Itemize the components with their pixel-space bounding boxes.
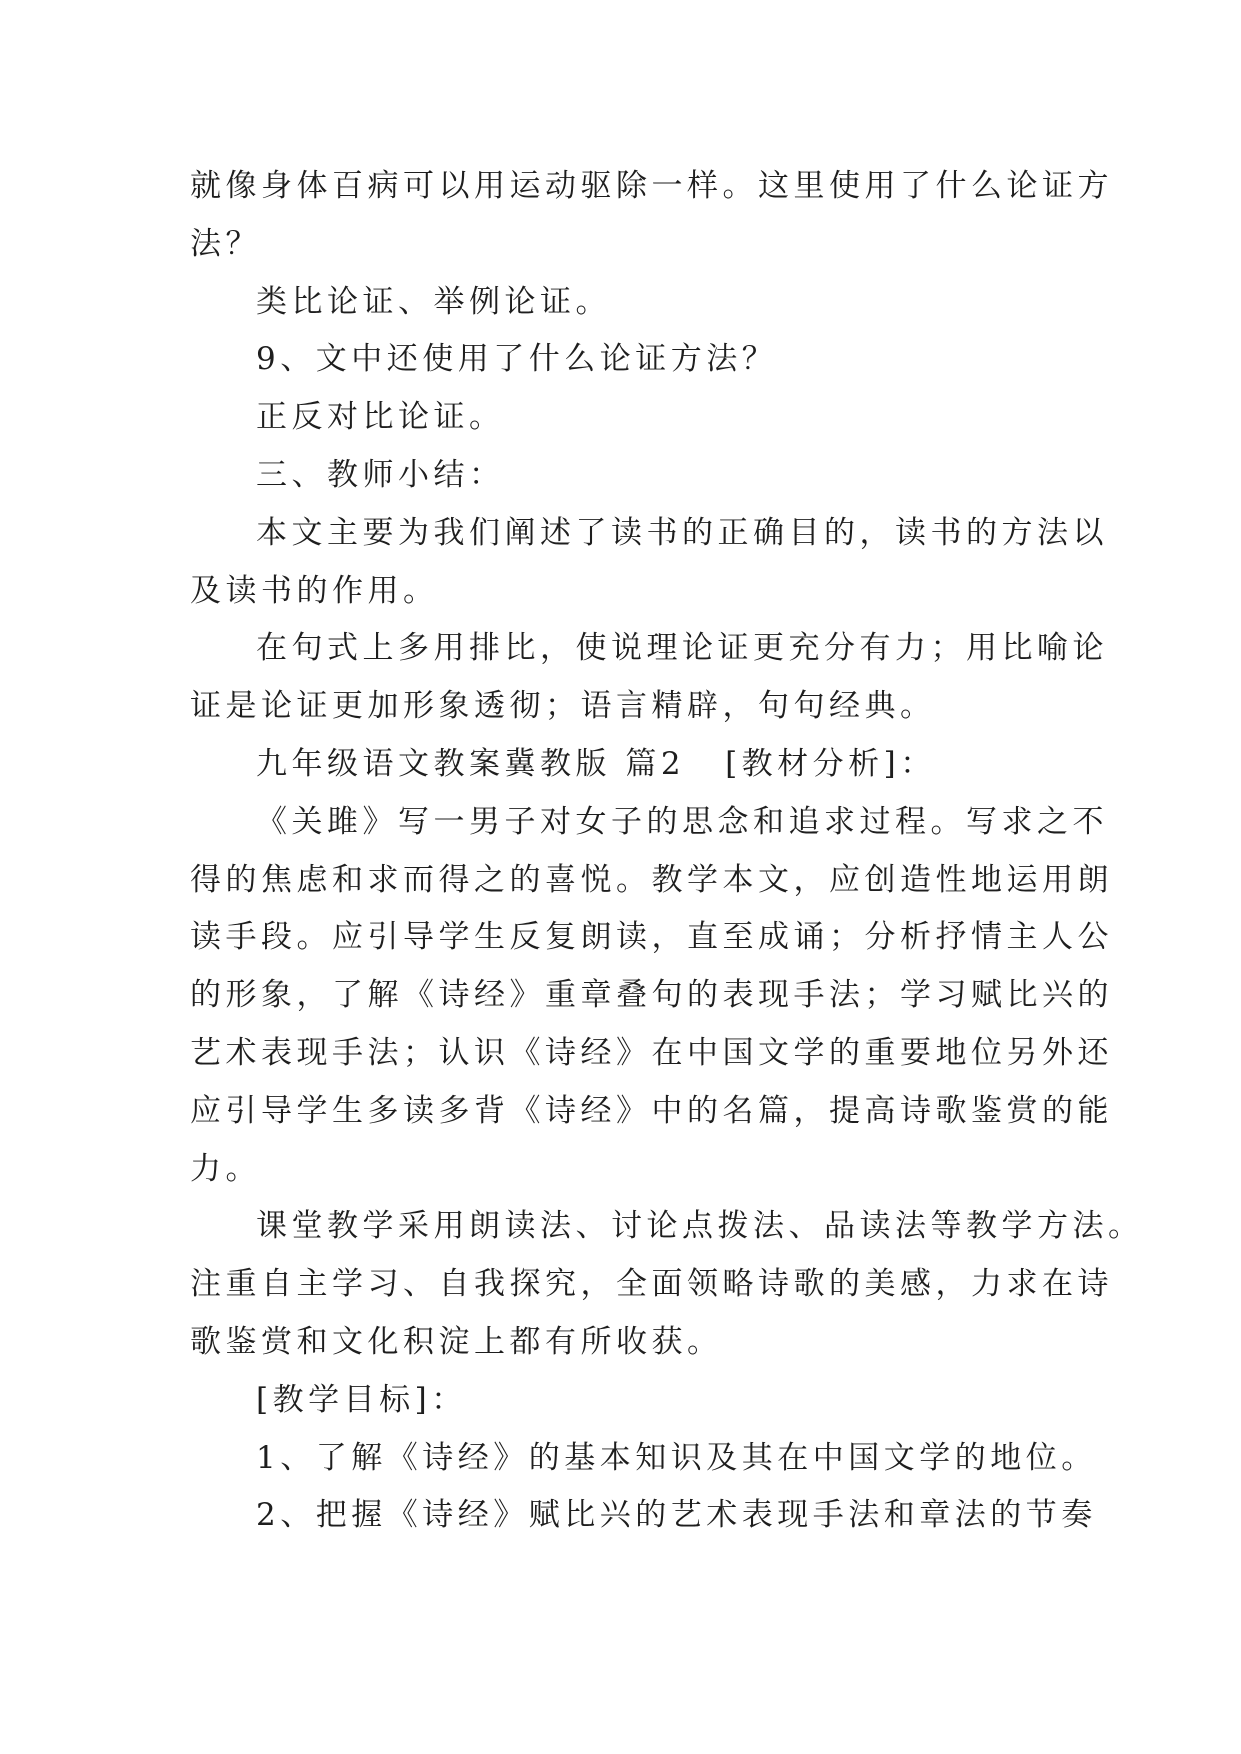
list-item: 2、把握《诗经》赋比兴的艺术表现手法和章法的节奏 bbox=[256, 1497, 1097, 1534]
text-line: 课堂教学采用朗读法、讨论点拨法、品读法等教学方法。 bbox=[256, 1208, 1144, 1245]
text-line: 歌鉴赏和文化积淀上都有所收获。 bbox=[190, 1323, 723, 1360]
text-line: 注重自主学习、自我探究，全面领略诗歌的美感，力求在诗 bbox=[190, 1266, 1113, 1303]
part-heading-line bbox=[190, 736, 1060, 794]
text-line: 得的焦虑和求而得之的喜悦。教学本文，应创造性地运用朗 bbox=[190, 861, 1113, 898]
text-line: 在句式上多用排比，使说理论证更充分有力；用比喻论 bbox=[256, 630, 1108, 667]
text-line: 就像身体百病可以用运动驱除一样。这里使用了什么论证方 bbox=[190, 168, 1113, 204]
part-title: 九年级语文教案冀教版 篇2 bbox=[256, 745, 686, 782]
text-line: 读手段。应引导学生反复朗读，直至成诵；分析抒情主人公 bbox=[190, 919, 1113, 956]
text-line: 本文主要为我们阐述了读书的正确目的，读书的方法以 bbox=[256, 514, 1108, 551]
section-label: [教材分析]： bbox=[725, 745, 936, 782]
text-line: 9、文中还使用了什么论证方法？ bbox=[256, 341, 778, 378]
text-line: 《关雎》写一男子对女子的思念和追求过程。写求之不 bbox=[256, 803, 1108, 840]
section-heading: [教学目标]： bbox=[256, 1381, 467, 1418]
text-line: 的形象，了解《诗经》重章叠句的表现手法；学习赋比兴的 bbox=[190, 977, 1113, 1014]
text-line: 类比论证、举例论证。 bbox=[256, 283, 611, 320]
text-line: 及读书的作用。 bbox=[190, 572, 439, 609]
document-body bbox=[190, 158, 1144, 1545]
text-line: 力。 bbox=[190, 1150, 261, 1187]
text-line: 法？ bbox=[190, 225, 261, 262]
text-line: 应引导学生多读多背《诗经》中的名篇，提高诗歌鉴赏的能 bbox=[190, 1092, 1113, 1129]
text-line: 正反对比论证。 bbox=[256, 399, 505, 436]
section-heading: 三、教师小结： bbox=[256, 456, 505, 493]
list-item: 1、了解《诗经》的基本知识及其在中国文学的地位。 bbox=[256, 1439, 1097, 1476]
text-line: 艺术表现手法；认识《诗经》在中国文学的重要地位另外还 bbox=[190, 1034, 1113, 1071]
text-line: 证是论证更加形象透彻；语言精辟，句句经典。 bbox=[190, 688, 936, 725]
